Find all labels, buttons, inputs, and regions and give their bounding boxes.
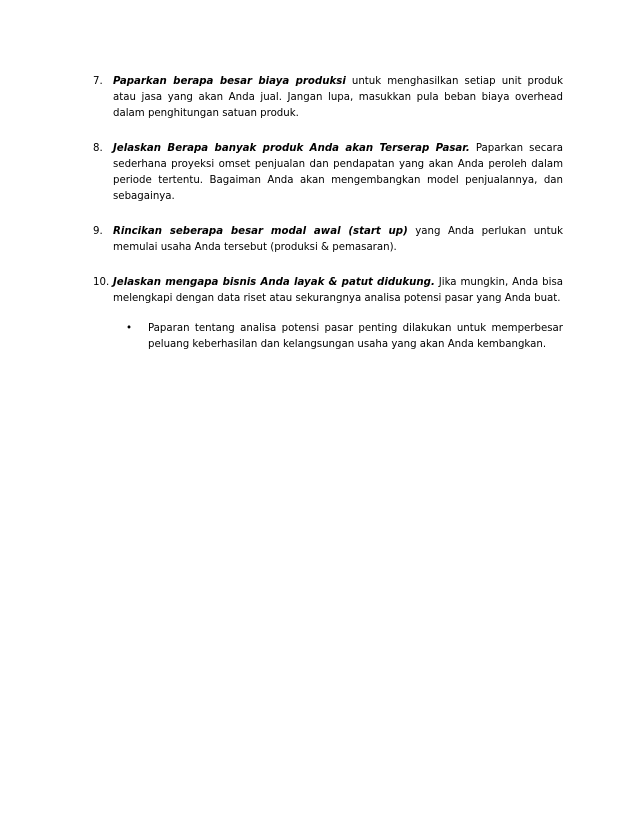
item-heading: Paparkan berapa besar biaya produksi [113,76,346,87]
bullet-list [113,321,563,353]
item-heading: Jelaskan mengapa bisnis Anda layak & patut didukung. [113,277,435,288]
item-number: 10. [93,277,110,288]
item-number: 9. [93,226,103,237]
bullet-dot-icon: • [126,323,133,334]
list-item-7 [93,74,563,122]
item-heading: Jelaskan Berapa banyak produk Anda akan Terserap Pasar. [113,143,470,154]
bullet-item [113,321,563,353]
numbered-list [93,74,563,372]
item-text: yang Anda perlukan untuk memulai usaha Anda tersebut (produksi & pemasaran). [113,226,563,253]
item-text: Jika mungkin, Anda bisa melengkapi dengan data riset atau sekurangnya analisa potensi pasar yang Anda buat. [113,277,563,304]
item-number: 7. [93,76,103,87]
item-text: Paparkan secara sederhana proyeksi omset penjualan dan pendapatan yang akan Anda peroleh dalam periode tertentu. Bagaiman Anda akan mengembangkan model penjualannya, dan sebagainya. [113,143,563,202]
item-number: 8. [93,143,103,154]
list-item-10 [93,275,563,353]
bullet-text: Paparan tentang analisa potensi pasar penting dilakukan untuk memperbesar peluang keberhasilan dan kelangsungan usaha yang akan Anda kembangkan. [148,323,563,350]
list-item-8 [93,141,563,205]
item-text: untuk menghasilkan setiap unit produk atau jasa yang akan Anda jual. Jangan lupa, masukkan pula beban biaya overhead dalam penghitungan satuan produk. [113,76,563,119]
list-item-9 [93,224,563,256]
item-heading: Rincikan seberapa besar modal awal (start up) [113,226,408,237]
